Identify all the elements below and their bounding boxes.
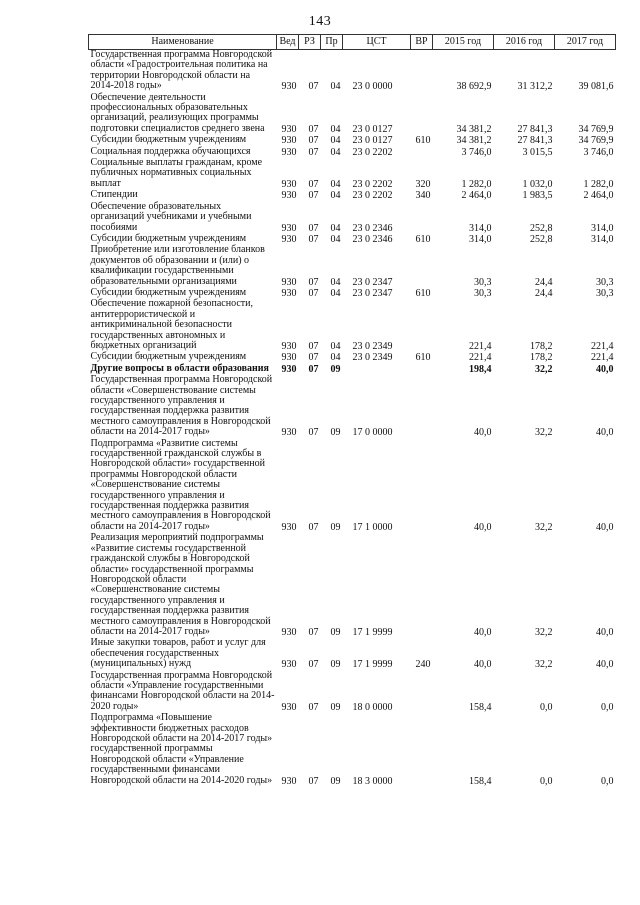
row-pr: 04 (330, 276, 341, 288)
table-row (89, 375, 616, 438)
header-name: Наименование (89, 35, 277, 50)
row-pr: 04 (330, 178, 341, 190)
row-2017: 40,0 (596, 363, 614, 375)
row-vr (411, 375, 433, 438)
row-name: Реализация мероприятий подпрограммы «Развитие системы государственной гражданской службы в Новгородской области» государственной программы Новгородской области «Совершенствование системы государственного управления и государственная поддержка развития местного самоуправления в Новгородской области на 2014-2017 годы» (90, 532, 271, 637)
budget-table (88, 34, 616, 787)
table-row (89, 158, 616, 190)
row-name: Обеспечение пожарной безопасности, антитеррористической и антикриминальной безопасности государственных автономных и бюджетных организаций (90, 298, 254, 351)
row-2016: 252,8 (530, 222, 553, 234)
row-pr: 04 (330, 146, 341, 158)
row-vr (411, 50, 433, 93)
row-2017: 40,0 (596, 626, 614, 638)
row-rz: 07 (308, 521, 319, 533)
table-row (89, 439, 616, 534)
row-cst: 23 0 0000 (352, 81, 393, 93)
row-name: Государственная программа Новгородской области «Совершенствование системы государственного управления и государственная поддержка развития местного самоуправления в Новгородской области на 2014-2017 годы» (90, 374, 273, 438)
table-row (89, 299, 616, 352)
row-ved: 930 (281, 701, 297, 713)
row-vr (411, 147, 433, 158)
table-row (89, 245, 616, 288)
header-cst: ЦСТ (343, 35, 411, 50)
row-2015: 40,0 (474, 427, 492, 439)
row-ved: 930 (281, 222, 297, 234)
header-pr: Пр (321, 35, 343, 50)
row-cst: 23 0 2349 (352, 340, 393, 352)
row-2016: 178,2 (530, 352, 553, 364)
row-vr (411, 671, 433, 714)
row-2015: 38 692,9 (456, 81, 492, 93)
row-2017: 314,0 (591, 233, 614, 245)
row-2016: 178,2 (530, 340, 553, 352)
row-pr: 04 (330, 190, 341, 202)
row-2015: 34 381,2 (456, 123, 492, 135)
table-row (89, 190, 616, 201)
row-rz: 07 (308, 363, 319, 375)
row-ved: 930 (281, 135, 297, 147)
row-2016: 0,0 (540, 775, 553, 787)
row-ved: 930 (281, 178, 297, 190)
row-pr: 09 (330, 775, 341, 787)
row-2017: 40,0 (596, 521, 614, 533)
row-pr: 09 (330, 626, 341, 638)
row-pr: 09 (330, 363, 341, 375)
row-ved: 930 (281, 352, 297, 364)
table-row (89, 533, 616, 638)
row-name: Субсидии бюджетным учреждениям (90, 134, 247, 146)
row-vr: 340 (415, 190, 431, 202)
table-row (89, 202, 616, 234)
row-name: Иные закупки товаров, работ и услуг для обеспечения государственных (муниципальных) нужд (90, 637, 266, 670)
row-2017: 314,0 (591, 222, 614, 234)
row-2016: 32,2 (535, 363, 553, 375)
row-cst (343, 364, 411, 375)
row-cst: 18 0 0000 (352, 701, 393, 713)
row-pr: 04 (330, 222, 341, 234)
row-cst: 23 0 2346 (352, 233, 393, 245)
row-ved: 930 (281, 626, 297, 638)
row-rz: 07 (308, 135, 319, 147)
row-cst: 23 0 0127 (352, 123, 393, 135)
row-cst: 17 1 9999 (352, 626, 393, 638)
row-pr: 04 (330, 287, 341, 299)
row-2017: 0,0 (601, 701, 614, 713)
row-ved: 930 (281, 146, 297, 158)
row-name: Субсидии бюджетным учреждениям (90, 351, 247, 363)
row-2017: 221,4 (591, 352, 614, 364)
table-row (89, 50, 616, 93)
row-2016: 24,4 (535, 287, 553, 299)
row-2016: 31 312,2 (517, 81, 553, 93)
row-vr (411, 533, 433, 638)
row-rz: 07 (308, 146, 319, 158)
row-pr: 04 (330, 233, 341, 245)
row-ved: 930 (281, 81, 297, 93)
row-name: Подпрограмма «Повышение эффективности бюджетных расходов Новгородской области на 2014-2017 годы» государственной программы Новгородской области «Управление государственными финансами Новгородской области на 2014-2020 годы» (90, 712, 273, 786)
row-2017: 39 081,6 (578, 81, 614, 93)
row-pr: 09 (330, 427, 341, 439)
row-2015: 158,4 (469, 701, 492, 713)
row-vr (411, 245, 433, 288)
row-pr: 04 (330, 340, 341, 352)
row-name: Приобретение или изготовление бланков документов об образовании и (или) о квалификации государственными образовательными организациями (90, 244, 265, 287)
row-2016: 0,0 (540, 701, 553, 713)
row-2017: 3 746,0 (583, 146, 614, 158)
row-ved: 930 (281, 340, 297, 352)
row-pr: 04 (330, 352, 341, 364)
row-cst: 23 0 2202 (352, 146, 393, 158)
row-pr: 04 (330, 81, 341, 93)
row-2015: 30,3 (474, 276, 492, 288)
row-rz: 07 (308, 659, 319, 671)
row-cst: 23 0 2202 (352, 178, 393, 190)
row-2017: 40,0 (596, 427, 614, 439)
row-rz: 07 (308, 233, 319, 245)
row-cst: 23 0 2346 (352, 222, 393, 234)
row-cst: 18 3 0000 (352, 775, 393, 787)
header-rz: РЗ (299, 35, 321, 50)
row-name: Субсидии бюджетным учреждениям (90, 232, 247, 244)
row-2016: 1 983,5 (522, 190, 553, 202)
row-2015: 34 381,2 (456, 135, 492, 147)
row-vr: 610 (415, 233, 431, 245)
row-name: Субсидии бюджетным учреждениям (90, 286, 247, 298)
row-ved: 930 (281, 287, 297, 299)
row-cst: 23 0 2347 (352, 276, 393, 288)
row-2017: 221,4 (591, 340, 614, 352)
row-ved: 930 (281, 659, 297, 671)
row-rz: 07 (308, 178, 319, 190)
table-row (89, 638, 616, 670)
row-vr (411, 93, 433, 136)
row-2015: 198,4 (469, 363, 492, 375)
header-2015: 2015 год (433, 35, 494, 50)
row-cst: 17 0 0000 (352, 427, 393, 439)
row-vr: 610 (415, 287, 431, 299)
row-name: Обеспечение образовательных организаций учебниками и учебными пособиями (90, 200, 252, 233)
row-ved: 930 (281, 190, 297, 202)
row-2015: 30,3 (474, 287, 492, 299)
row-2017: 34 769,9 (578, 123, 614, 135)
row-2015: 221,4 (469, 340, 492, 352)
row-rz: 07 (308, 775, 319, 787)
row-ved: 930 (281, 363, 297, 375)
row-2016: 32,2 (535, 659, 553, 671)
table-row (89, 713, 616, 787)
row-2016: 3 015,5 (522, 146, 553, 158)
row-2015: 2 464,0 (461, 190, 492, 202)
row-pr: 04 (330, 123, 341, 135)
row-vr (411, 202, 433, 234)
row-vr: 240 (415, 659, 431, 671)
row-2015: 314,0 (469, 233, 492, 245)
table-header-row (89, 35, 616, 50)
table-row (89, 135, 616, 146)
row-rz: 07 (308, 276, 319, 288)
row-cst: 23 0 0127 (352, 135, 393, 147)
row-rz: 07 (308, 222, 319, 234)
header-2017: 2017 год (555, 35, 616, 50)
row-2015: 221,4 (469, 352, 492, 364)
table-row (89, 93, 616, 136)
row-name: Обеспечение деятельности профессиональных образовательных организаций, реализующих программы подготовки специалистов среднего звена (90, 91, 265, 134)
row-2017: 0,0 (601, 775, 614, 787)
row-name: Подпрограмма «Развитие системы государственной гражданской службы в Новгородской области» государственной программы Новгородской области «Совершенствование системы государственного управления и государственная поддержка развития местного самоуправления в Новгородской области на 2014-2017 годы» (90, 437, 271, 532)
row-2016: 32,2 (535, 521, 553, 533)
row-rz: 07 (308, 427, 319, 439)
row-pr: 09 (330, 701, 341, 713)
row-vr (411, 439, 433, 534)
row-cst: 17 1 0000 (352, 521, 393, 533)
row-2016: 27 841,3 (517, 135, 553, 147)
row-ved: 930 (281, 123, 297, 135)
row-2015: 3 746,0 (461, 146, 492, 158)
row-cst: 23 0 2347 (352, 287, 393, 299)
row-2015: 314,0 (469, 222, 492, 234)
row-ved: 930 (281, 521, 297, 533)
row-name: Государственная программа Новгородской области «Градостроительная политика на территории Новгородской области на 2014-2018 годы» (90, 49, 273, 92)
row-2015: 40,0 (474, 659, 492, 671)
header-2016: 2016 год (494, 35, 555, 50)
row-cst: 23 0 2349 (352, 352, 393, 364)
row-rz: 07 (308, 190, 319, 202)
row-rz: 07 (308, 287, 319, 299)
row-name: Социальные выплаты гражданам, кроме публичных нормативных социальных выплат (90, 157, 263, 189)
row-vr: 320 (415, 178, 431, 190)
row-ved: 930 (281, 427, 297, 439)
row-name: Другие вопросы в области образования (90, 362, 269, 374)
row-2016: 1 032,0 (522, 178, 553, 190)
row-rz: 07 (308, 340, 319, 352)
row-vr: 610 (415, 352, 431, 364)
row-2017: 30,3 (596, 276, 614, 288)
row-name: Социальная поддержка обучающихся (90, 145, 251, 157)
row-2017: 30,3 (596, 287, 614, 299)
row-pr: 09 (330, 659, 341, 671)
row-cst: 17 1 9999 (352, 659, 393, 671)
row-2016: 32,2 (535, 427, 553, 439)
row-ved: 930 (281, 775, 297, 787)
row-2016: 32,2 (535, 626, 553, 638)
row-2017: 2 464,0 (583, 190, 614, 202)
page-number: 143 (308, 14, 332, 29)
row-vr (411, 713, 433, 787)
row-rz: 07 (308, 352, 319, 364)
table-row (89, 671, 616, 714)
row-2016: 252,8 (530, 233, 553, 245)
row-name: Стипендии (90, 189, 138, 201)
row-2015: 158,4 (469, 775, 492, 787)
header-vr: ВР (411, 35, 433, 50)
row-rz: 07 (308, 626, 319, 638)
row-2015: 40,0 (474, 521, 492, 533)
row-2017: 40,0 (596, 659, 614, 671)
row-vr: 610 (415, 135, 431, 147)
row-rz: 07 (308, 81, 319, 93)
header-ved: Вед (277, 35, 299, 50)
row-vr (411, 364, 433, 375)
row-cst: 23 0 2202 (352, 190, 393, 202)
row-2015: 40,0 (474, 626, 492, 638)
row-rz: 07 (308, 123, 319, 135)
row-pr: 09 (330, 521, 341, 533)
row-2017: 34 769,9 (578, 135, 614, 147)
row-ved: 930 (281, 233, 297, 245)
row-pr: 04 (330, 135, 341, 147)
row-name: Государственная программа Новгородской области «Управление государственными финансами Новгородской области на 2014-2020 годы» (90, 669, 275, 712)
row-vr (411, 299, 433, 352)
row-ved: 930 (281, 276, 297, 288)
row-2016: 27 841,3 (517, 123, 553, 135)
row-2015: 1 282,0 (461, 178, 492, 190)
row-rz: 07 (308, 701, 319, 713)
table-body (89, 50, 616, 788)
row-2017: 1 282,0 (583, 178, 614, 190)
row-2016: 24,4 (535, 276, 553, 288)
